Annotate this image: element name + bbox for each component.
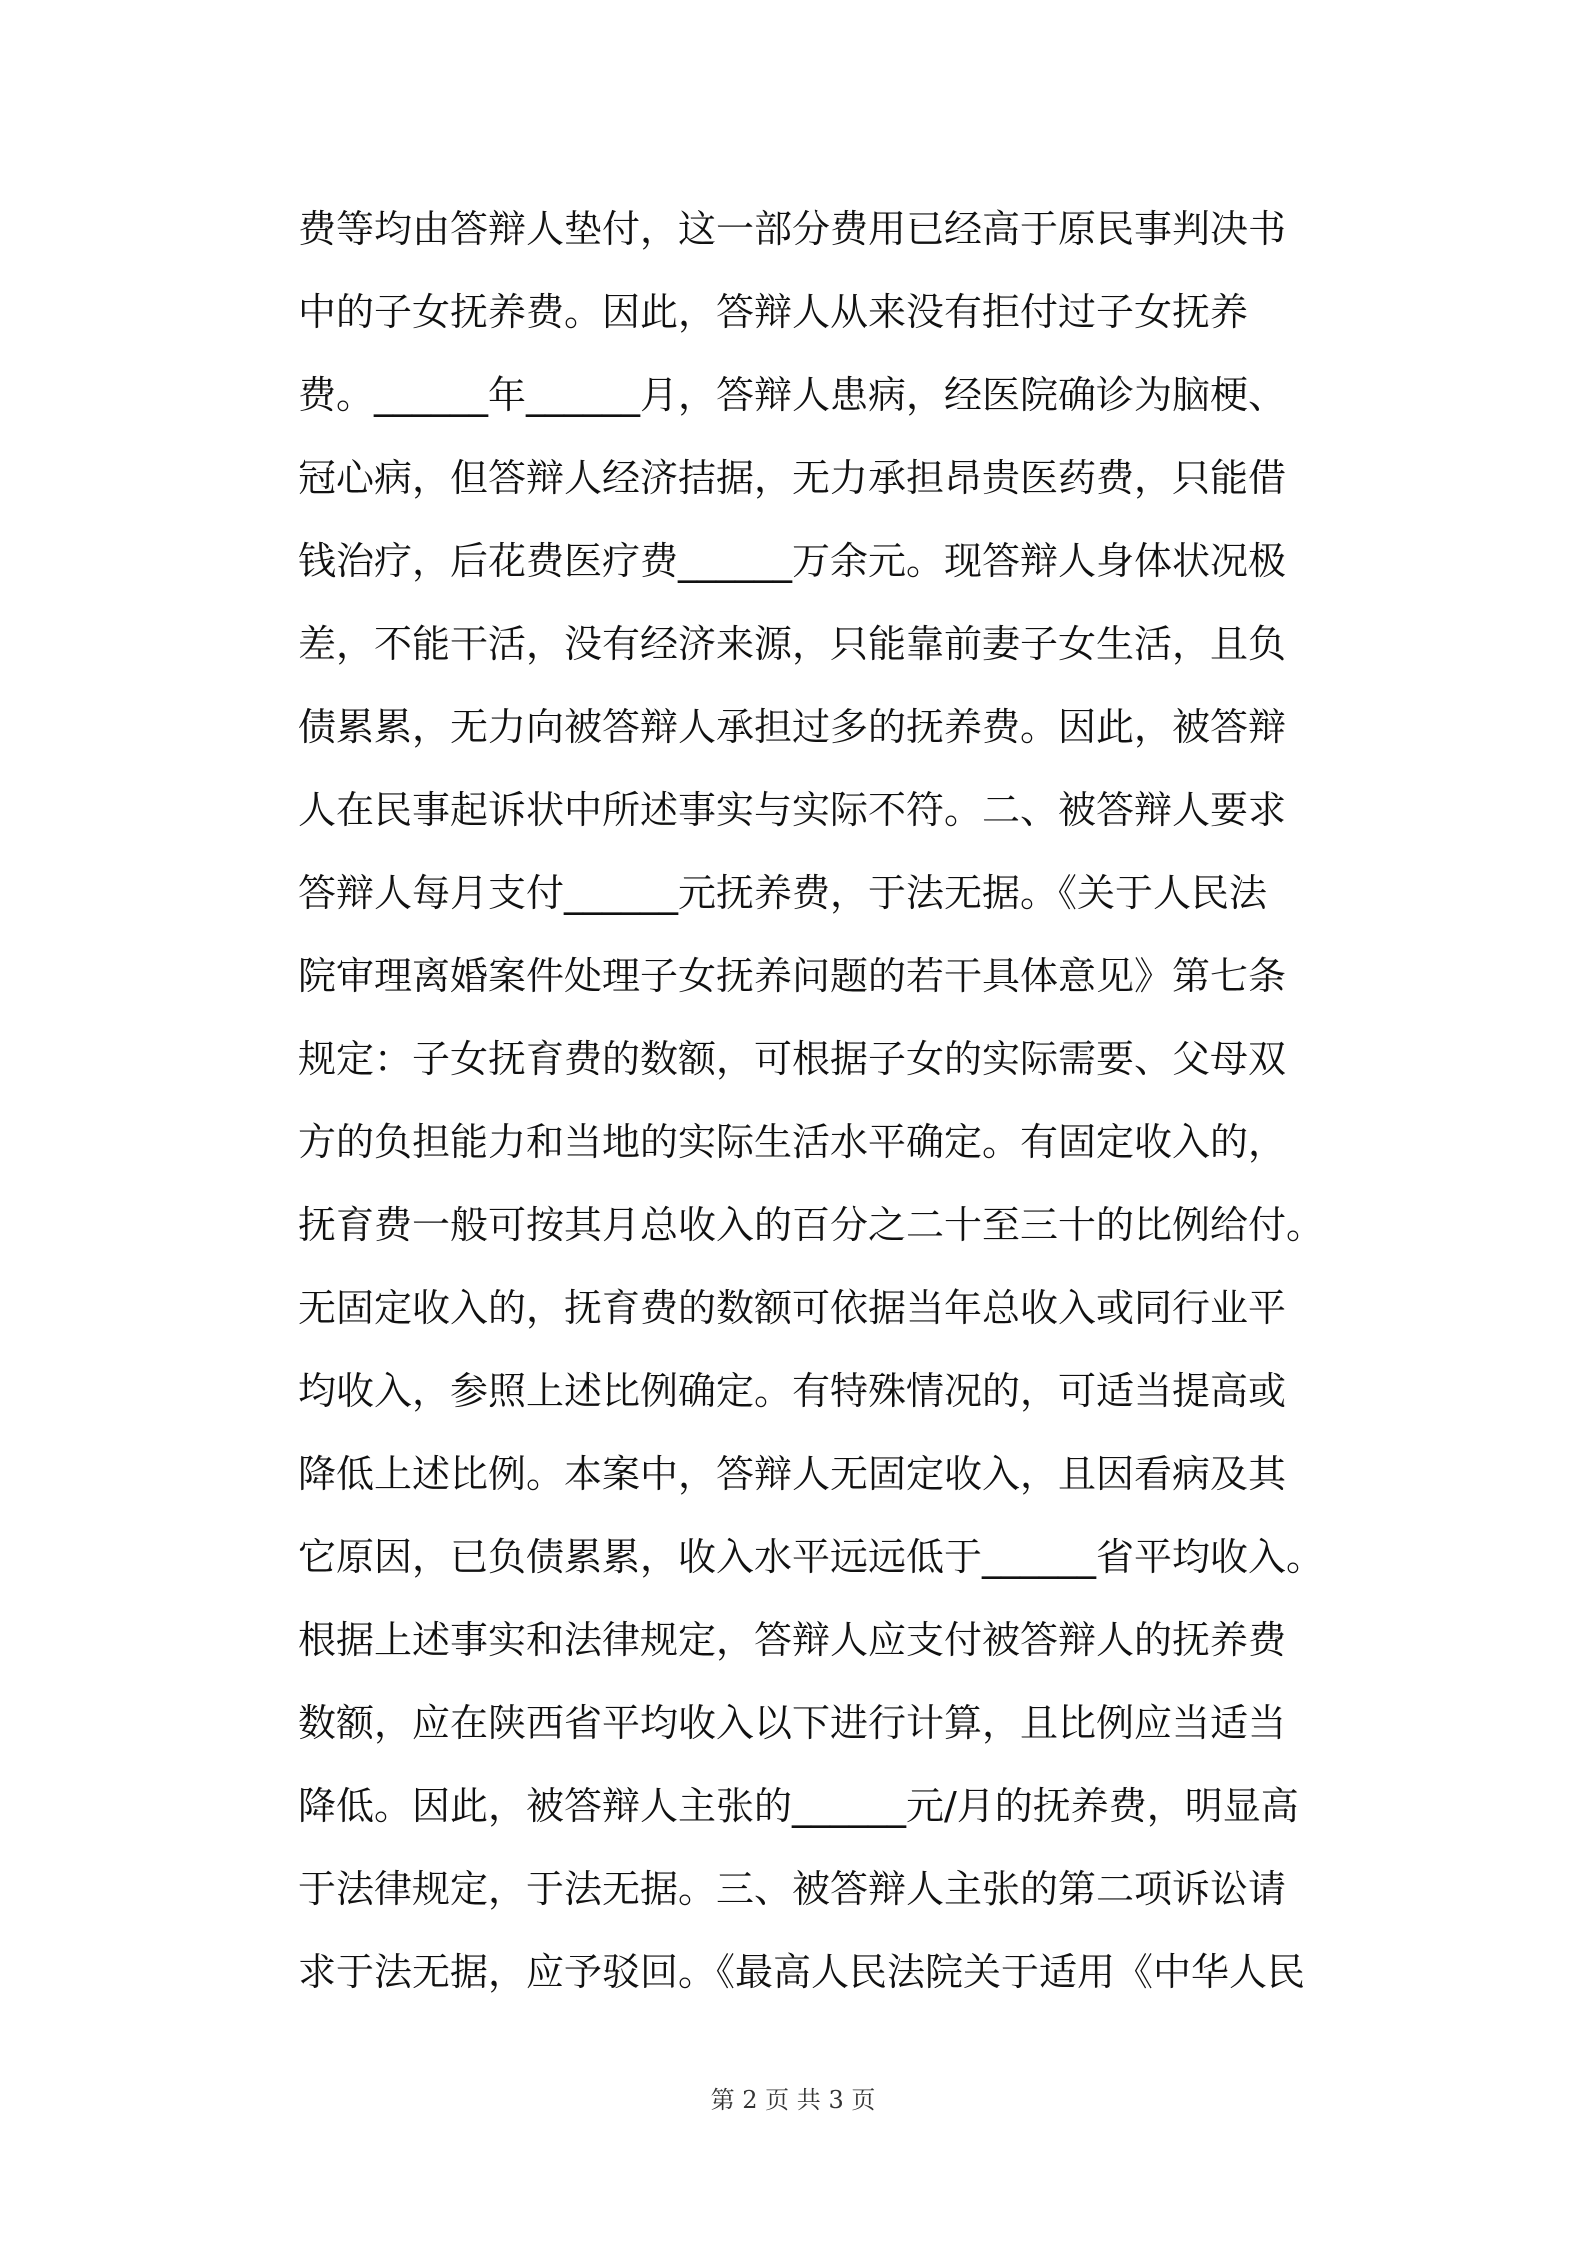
- body-text: [298, 196, 1358, 2022]
- text-line: 无固定收入的，抚育费的数额可依据当年总收入或同行业平: [298, 1286, 1287, 1330]
- text-line: 中的子女抚养费。因此，答辩人从来没有拒付过子女抚养: [298, 290, 1249, 334]
- text-line: 它原因，已负债累累，收入水平远远低于______省平均收入。: [298, 1535, 1325, 1579]
- text-line: 费。______年______月，答辩人患病，经医院确诊为脑梗、: [298, 373, 1287, 417]
- text-line: 抚育费一般可按其月总收入的百分之二十至三十的比例给付。: [298, 1203, 1325, 1247]
- text-line: 人在民事起诉状中所述事实与实际不符。二、被答辩人要求: [298, 788, 1287, 832]
- text-line: 冠心病，但答辩人经济拮据，无力承担昂贵医药费，只能借: [298, 456, 1287, 500]
- text-line: 降低上述比例。本案中，答辩人无固定收入，且因看病及其: [298, 1452, 1287, 1496]
- text-line: 方的负担能力和当地的实际生活水平确定。有固定收入的，: [298, 1120, 1287, 1164]
- text-line: 降低。因此，被答辩人主张的______元/月的抚养费，明显高: [298, 1784, 1299, 1828]
- text-line: 院审理离婚案件处理子女抚养问题的若干具体意见》第七条: [298, 954, 1287, 998]
- text-line: 均收入，参照上述比例确定。有特殊情况的，可适当提高或: [298, 1369, 1287, 1413]
- text-line: 答辩人每月支付______元抚养费，于法无据。《关于人民法: [298, 871, 1268, 915]
- page-number: 第 2 页 共 3 页: [710, 2086, 876, 2114]
- text-line: 钱治疗，后花费医疗费______万余元。现答辩人身体状况极: [298, 539, 1287, 583]
- text-line: 于法律规定，于法无据。三、被答辩人主张的第二项诉讼请: [298, 1867, 1287, 1911]
- text-line: 规定：子女抚育费的数额，可根据子女的实际需要、父母双: [298, 1037, 1287, 1081]
- text-line: 费等均由答辩人垫付，这一部分费用已经高于原民事判决书: [298, 207, 1287, 251]
- text-line: 数额，应在陕西省平均收入以下进行计算，且比例应当适当: [298, 1701, 1287, 1745]
- text-line: 求于法无据，应予驳回。《最高人民法院关于适用《中华人民: [298, 1950, 1306, 1994]
- text-line: 差，不能干活，没有经济来源，只能靠前妻子女生活，且负: [298, 622, 1287, 666]
- text-line: 根据上述事实和法律规定，答辩人应支付被答辩人的抚养费: [298, 1618, 1287, 1662]
- text-line: 债累累，无力向被答辩人承担过多的抚养费。因此，被答辩: [298, 705, 1287, 749]
